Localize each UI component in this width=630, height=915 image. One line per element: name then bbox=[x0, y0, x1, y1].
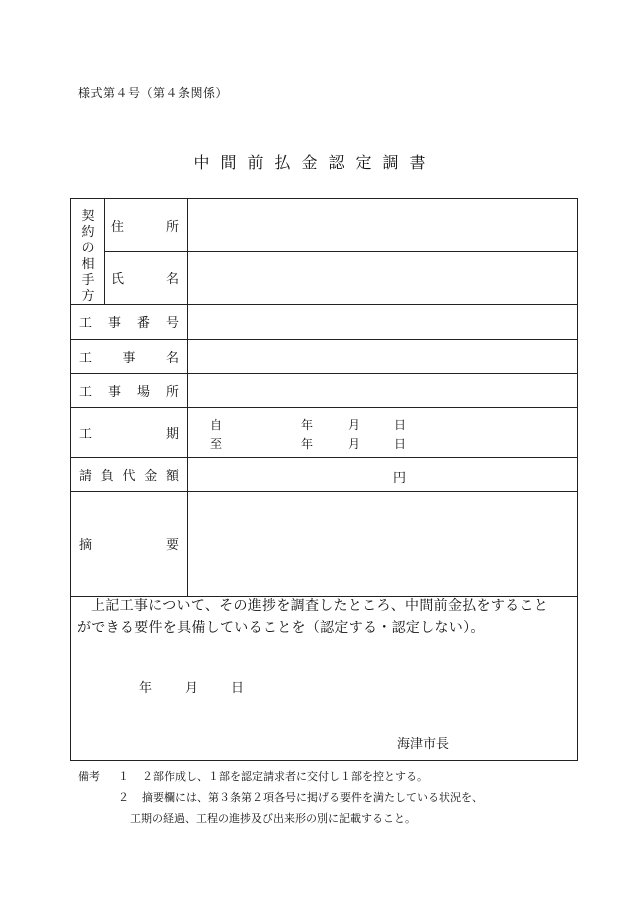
column-divider bbox=[187, 199, 188, 596]
remarks-heading: 備考 bbox=[78, 770, 100, 783]
page-title: 中間前払金認定調書 bbox=[193, 153, 437, 172]
period-from: 自 bbox=[210, 418, 223, 432]
period-to-month: 月 bbox=[348, 437, 361, 451]
note-number: ２ bbox=[118, 791, 129, 804]
column-divider bbox=[104, 199, 105, 304]
note-text: 摘要欄には、第３条第２項各号に掲げる要件を満たしている状況を、 bbox=[142, 791, 483, 804]
remarks bbox=[78, 766, 483, 829]
form-number: 様式第４号（第４条関係） bbox=[78, 86, 229, 100]
contract-amount-label: 請 負 代 金 額 bbox=[79, 468, 179, 484]
work-site-label: 工 事 場 所 bbox=[79, 384, 179, 400]
work-period-label: 工 期 bbox=[79, 426, 179, 442]
work-name-label: 工 事 名 bbox=[79, 350, 179, 366]
period-from-month: 月 bbox=[348, 418, 361, 432]
contractor-group-label: 契 約 の 相 手 方 bbox=[81, 209, 95, 304]
date-day: 日 bbox=[231, 681, 245, 696]
period-from-year: 年 bbox=[301, 418, 314, 432]
yen-unit: 円 bbox=[393, 471, 407, 486]
note-text: ２部作成し、１部を認定請求者に交付し１部を控とする。 bbox=[142, 770, 428, 783]
name-label: 氏 名 bbox=[111, 272, 179, 287]
summary-label: 摘 要 bbox=[79, 538, 179, 553]
certification-statement: 上記工事について、その進捗を調査したところ、中間前金払をすること ができる要件を具備していることを（認定する・認定しない）。 bbox=[77, 598, 549, 636]
date-month: 月 bbox=[185, 681, 199, 696]
date-year: 年 bbox=[139, 681, 153, 696]
certification-form-table bbox=[70, 198, 578, 761]
address-label: 住 所 bbox=[111, 219, 179, 235]
period-from-day: 日 bbox=[394, 418, 407, 432]
period-to-day: 日 bbox=[394, 437, 407, 451]
note-text-continued: 工期の経過、工程の進捗及び出来形の別に記載すること。 bbox=[130, 812, 416, 825]
period-to: 至 bbox=[210, 437, 223, 451]
issuer-mayor: 海津市長 bbox=[396, 737, 449, 752]
work-number-label: 工 事 番 号 bbox=[79, 316, 179, 331]
note-number: １ bbox=[118, 770, 129, 783]
period-to-year: 年 bbox=[301, 437, 314, 451]
